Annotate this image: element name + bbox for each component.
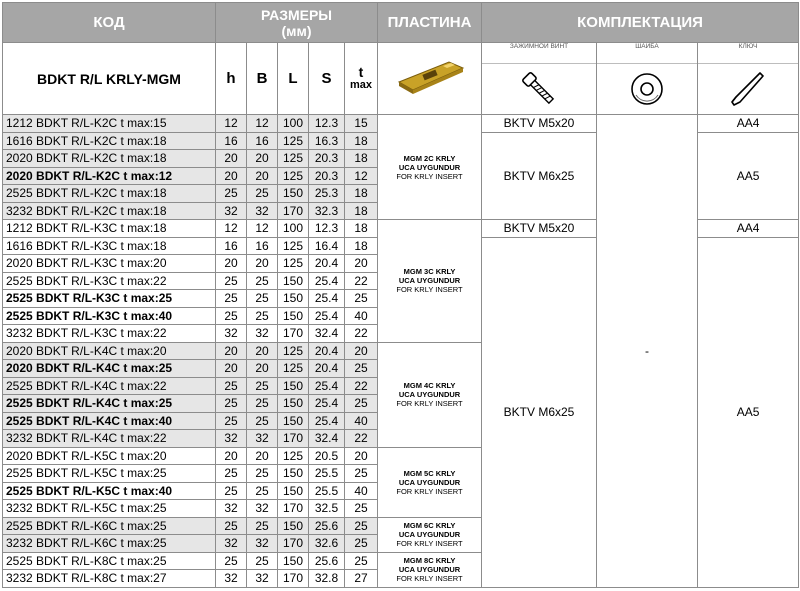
- row-h: 20: [216, 255, 247, 273]
- row-s: 25.4: [309, 412, 345, 430]
- insert-icon: [391, 56, 469, 96]
- row-s: 20.3: [309, 167, 345, 185]
- col-t: [345, 43, 378, 115]
- row-code: 2525 BDKT R/L-K4C t max:25: [3, 395, 216, 413]
- washer-icon: [627, 69, 667, 109]
- header-kit: КОМПЛЕКТАЦИЯ: [482, 3, 799, 43]
- row-s: 25.6: [309, 552, 345, 570]
- insert-line: FOR KRLY INSERT: [396, 285, 463, 295]
- insert-line: FOR KRLY INSERT: [396, 486, 463, 496]
- row-t: 18: [345, 202, 378, 220]
- row-t: 18: [345, 220, 378, 238]
- row-t: 20: [345, 447, 378, 465]
- row-l: 150: [278, 465, 309, 483]
- row-l: 150: [278, 377, 309, 395]
- row-s: 25.6: [309, 517, 345, 535]
- row-code: 2525 BDKT R/L-K5C t max:25: [3, 465, 216, 483]
- row-b: 25: [247, 395, 278, 413]
- row-b: 12: [247, 115, 278, 133]
- table-row: [3, 115, 799, 133]
- row-s: 16.3: [309, 132, 345, 150]
- row-t: 25: [345, 395, 378, 413]
- insert-k4: [378, 342, 482, 447]
- insert-line: FOR KRLY INSERT: [396, 539, 463, 548]
- row-code: 3232 BDKT R/L-K3C t max:22: [3, 325, 216, 343]
- row-t: 12: [345, 167, 378, 185]
- row-s: 32.4: [309, 325, 345, 343]
- row-h: 20: [216, 360, 247, 378]
- row-h: 20: [216, 167, 247, 185]
- row-b: 20: [247, 447, 278, 465]
- washer-value: -: [597, 115, 698, 588]
- key-cell: [698, 43, 799, 115]
- row-h: 25: [216, 465, 247, 483]
- row-code: 3232 BDKT R/L-K2C t max:18: [3, 202, 216, 220]
- row-s: 16.4: [309, 237, 345, 255]
- insert-line: UCA UYGUNDUR: [398, 390, 461, 399]
- row-s: 25.5: [309, 465, 345, 483]
- insert-line: MGM 2C KRLY: [403, 153, 456, 163]
- row-l: 125: [278, 342, 309, 360]
- row-t: 15: [345, 115, 378, 133]
- row-b: 32: [247, 325, 278, 343]
- row-h: 25: [216, 482, 247, 500]
- screw-value: BKTV M5x20: [482, 115, 597, 133]
- row-h: 32: [216, 570, 247, 588]
- row-h: 32: [216, 535, 247, 553]
- row-b: 25: [247, 517, 278, 535]
- row-code: 2020 BDKT R/L-K2C t max:18: [3, 150, 216, 168]
- row-h: 20: [216, 447, 247, 465]
- row-l: 150: [278, 185, 309, 203]
- insert-line: MGM 5C KRLY: [403, 468, 456, 478]
- row-h: 25: [216, 412, 247, 430]
- insert-line: MGM 6C KRLY: [403, 521, 456, 530]
- row-code: 2525 BDKT R/L-K3C t max:22: [3, 272, 216, 290]
- row-t: 25: [345, 517, 378, 535]
- key-value: AA5: [698, 132, 799, 220]
- row-s: 25.4: [309, 395, 345, 413]
- row-b: 20: [247, 167, 278, 185]
- insert-k3: [378, 220, 482, 343]
- row-b: 25: [247, 290, 278, 308]
- row-code: 1212 BDKT R/L-K2C t max:15: [3, 115, 216, 133]
- row-t: 18: [345, 132, 378, 150]
- row-b: 25: [247, 482, 278, 500]
- col-b: B: [247, 43, 278, 115]
- row-code: 2020 BDKT R/L-K4C t max:20: [3, 342, 216, 360]
- row-s: 25.4: [309, 290, 345, 308]
- row-s: 20.4: [309, 342, 345, 360]
- insert-line: FOR KRLY INSERT: [396, 399, 463, 408]
- row-t: 22: [345, 272, 378, 290]
- row-code: 3232 BDKT R/L-K8C t max:27: [3, 570, 216, 588]
- row-h: 25: [216, 517, 247, 535]
- screw-value: BKTV M5x20: [482, 220, 597, 238]
- screw-value: BKTV M6x25: [482, 237, 597, 587]
- col-s: S: [309, 43, 345, 115]
- row-t: 18: [345, 185, 378, 203]
- row-s: 25.4: [309, 272, 345, 290]
- row-l: 100: [278, 220, 309, 238]
- row-b: 20: [247, 342, 278, 360]
- row-t: 40: [345, 412, 378, 430]
- insert-line: UCA UYGUNDUR: [398, 162, 461, 172]
- screw-value: BKTV M6x25: [482, 132, 597, 220]
- row-l: 150: [278, 482, 309, 500]
- row-b: 25: [247, 412, 278, 430]
- row-l: 125: [278, 447, 309, 465]
- row-h: 32: [216, 325, 247, 343]
- row-s: 12.3: [309, 220, 345, 238]
- row-b: 32: [247, 535, 278, 553]
- row-code: 1212 BDKT R/L-K3C t max:18: [3, 220, 216, 238]
- row-l: 125: [278, 360, 309, 378]
- row-t: 25: [345, 500, 378, 518]
- washer-label: ШАЙБА: [597, 43, 697, 64]
- row-t: 27: [345, 570, 378, 588]
- col-t-label: t: [358, 63, 364, 80]
- row-b: 32: [247, 430, 278, 448]
- insert-line: UCA UYGUNDUR: [398, 276, 461, 286]
- row-t: 25: [345, 360, 378, 378]
- row-t: 25: [345, 290, 378, 308]
- row-h: 32: [216, 202, 247, 220]
- row-l: 170: [278, 202, 309, 220]
- row-code: 2525 BDKT R/L-K3C t max:40: [3, 307, 216, 325]
- row-l: 125: [278, 237, 309, 255]
- row-l: 150: [278, 412, 309, 430]
- row-code: 2525 BDKT R/L-K4C t max:40: [3, 412, 216, 430]
- row-s: 32.5: [309, 500, 345, 518]
- col-l: L: [278, 43, 309, 115]
- row-s: 20.4: [309, 255, 345, 273]
- row-h: 12: [216, 115, 247, 133]
- col-h: h: [216, 43, 247, 115]
- row-b: 32: [247, 570, 278, 588]
- row-l: 150: [278, 395, 309, 413]
- row-s: 32.8: [309, 570, 345, 588]
- row-l: 170: [278, 325, 309, 343]
- row-code: 2525 BDKT R/L-K2C t max:18: [3, 185, 216, 203]
- row-h: 32: [216, 430, 247, 448]
- row-code: 2020 BDKT R/L-K4C t max:25: [3, 360, 216, 378]
- insert-line: MGM 8C KRLY: [403, 556, 456, 565]
- row-b: 25: [247, 465, 278, 483]
- row-b: 20: [247, 150, 278, 168]
- row-l: 150: [278, 272, 309, 290]
- row-t: 20: [345, 255, 378, 273]
- row-t: 25: [345, 552, 378, 570]
- row-b: 25: [247, 552, 278, 570]
- row-s: 25.4: [309, 307, 345, 325]
- insert-line: MGM 4C KRLY: [403, 381, 456, 390]
- row-s: 32.4: [309, 430, 345, 448]
- row-code: 3232 BDKT R/L-K4C t max:22: [3, 430, 216, 448]
- row-s: 25.5: [309, 482, 345, 500]
- model-name: BDKT R/L KRLY-MGM: [3, 43, 216, 115]
- row-b: 25: [247, 185, 278, 203]
- row-b: 25: [247, 272, 278, 290]
- screw-label: ЗАЖИМНОЙ ВИНТ: [482, 43, 596, 64]
- row-s: 25.3: [309, 185, 345, 203]
- row-s: 32.3: [309, 202, 345, 220]
- header-dimensions-unit: (мм): [281, 22, 312, 39]
- screw-icon: [519, 69, 559, 109]
- row-l: 150: [278, 517, 309, 535]
- hex-key-icon: [728, 69, 768, 109]
- row-code: 3232 BDKT R/L-K5C t max:25: [3, 500, 216, 518]
- washer-cell: [597, 43, 698, 115]
- row-t: 18: [345, 237, 378, 255]
- insert-k6: [378, 517, 482, 552]
- row-t: 40: [345, 482, 378, 500]
- row-code: 1616 BDKT R/L-K2C t max:18: [3, 132, 216, 150]
- row-h: 25: [216, 395, 247, 413]
- key-value: AA5: [698, 237, 799, 587]
- row-t: 18: [345, 150, 378, 168]
- tool-table: [2, 2, 799, 588]
- row-h: 25: [216, 307, 247, 325]
- row-s: 25.4: [309, 377, 345, 395]
- row-t: 22: [345, 377, 378, 395]
- row-h: 25: [216, 552, 247, 570]
- row-b: 20: [247, 360, 278, 378]
- row-b: 16: [247, 237, 278, 255]
- insert-k8: [378, 552, 482, 587]
- insert-k2: [378, 115, 482, 220]
- row-h: 12: [216, 220, 247, 238]
- row-h: 16: [216, 237, 247, 255]
- header-dimensions-title: РАЗМЕРЫ: [260, 6, 333, 23]
- row-l: 170: [278, 430, 309, 448]
- row-s: 20.3: [309, 150, 345, 168]
- row-code: 1616 BDKT R/L-K3C t max:18: [3, 237, 216, 255]
- row-t: 25: [345, 465, 378, 483]
- row-s: 12.3: [309, 115, 345, 133]
- row-b: 32: [247, 202, 278, 220]
- row-t: 22: [345, 430, 378, 448]
- header-code: КОД: [3, 3, 216, 43]
- row-t: 22: [345, 325, 378, 343]
- row-t: 25: [345, 535, 378, 553]
- row-h: 32: [216, 500, 247, 518]
- row-b: 12: [247, 220, 278, 238]
- row-s: 32.6: [309, 535, 345, 553]
- insert-line: UCA UYGUNDUR: [398, 477, 461, 487]
- insert-line: MGM 3C KRLY: [403, 267, 456, 277]
- row-s: 20.4: [309, 360, 345, 378]
- row-code: 2525 BDKT R/L-K8C t max:25: [3, 552, 216, 570]
- row-code: 2020 BDKT R/L-K5C t max:20: [3, 447, 216, 465]
- row-code: 2020 BDKT R/L-K3C t max:20: [3, 255, 216, 273]
- row-h: 20: [216, 342, 247, 360]
- row-t: 40: [345, 307, 378, 325]
- insert-k5: [378, 447, 482, 517]
- row-l: 170: [278, 570, 309, 588]
- insert-image-cell: [378, 43, 482, 115]
- row-l: 125: [278, 132, 309, 150]
- row-h: 16: [216, 132, 247, 150]
- row-code: 3232 BDKT R/L-K6C t max:25: [3, 535, 216, 553]
- key-value: AA4: [698, 220, 799, 238]
- key-value: AA4: [698, 115, 799, 133]
- row-code: 2525 BDKT R/L-K3C t max:25: [3, 290, 216, 308]
- row-code: 2525 BDKT R/L-K4C t max:22: [3, 377, 216, 395]
- row-b: 25: [247, 307, 278, 325]
- row-l: 125: [278, 167, 309, 185]
- row-t: 20: [345, 342, 378, 360]
- insert-line: FOR KRLY INSERT: [396, 574, 463, 583]
- row-l: 170: [278, 535, 309, 553]
- row-code: 2020 BDKT R/L-K2C t max:12: [3, 167, 216, 185]
- row-code: 2525 BDKT R/L-K5C t max:40: [3, 482, 216, 500]
- row-l: 125: [278, 255, 309, 273]
- row-h: 20: [216, 150, 247, 168]
- row-h: 25: [216, 290, 247, 308]
- row-code: 2525 BDKT R/L-K6C t max:25: [3, 517, 216, 535]
- row-l: 150: [278, 552, 309, 570]
- header-dimensions: [216, 3, 378, 43]
- row-b: 32: [247, 500, 278, 518]
- row-l: 150: [278, 290, 309, 308]
- row-b: 20: [247, 255, 278, 273]
- col-t-max: max: [349, 78, 373, 91]
- key-label: КЛЮЧ: [698, 43, 798, 64]
- row-h: 25: [216, 185, 247, 203]
- row-s: 20.5: [309, 447, 345, 465]
- row-l: 100: [278, 115, 309, 133]
- row-b: 16: [247, 132, 278, 150]
- row-l: 170: [278, 500, 309, 518]
- insert-line: UCA UYGUNDUR: [398, 565, 461, 574]
- row-l: 150: [278, 307, 309, 325]
- insert-line: FOR KRLY INSERT: [396, 171, 463, 181]
- row-b: 25: [247, 377, 278, 395]
- row-h: 25: [216, 272, 247, 290]
- header-insert: ПЛАСТИНА: [378, 3, 482, 43]
- screw-cell: [482, 43, 597, 115]
- row-l: 125: [278, 150, 309, 168]
- insert-line: UCA UYGUNDUR: [398, 530, 461, 539]
- row-h: 25: [216, 377, 247, 395]
